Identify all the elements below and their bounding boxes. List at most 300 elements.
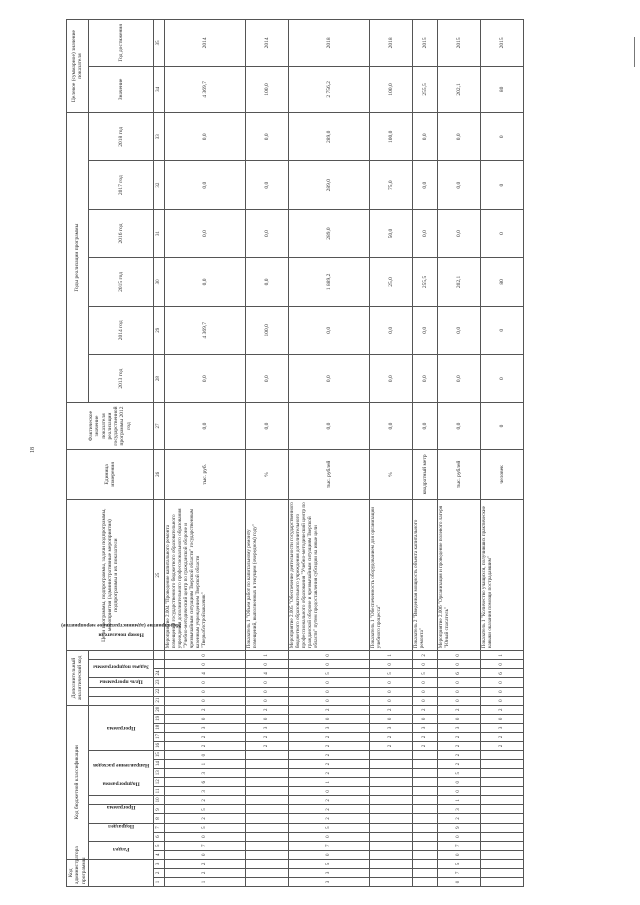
budget-code-cell: [412, 832, 437, 841]
column-number: 27: [153, 403, 164, 449]
budget-code-cell: [369, 796, 412, 805]
y2018-header: 2018 год: [88, 113, 153, 161]
target-value-header: Значение: [88, 66, 153, 112]
y2016-header: 2016 год: [88, 209, 153, 257]
unit-cell: квадратный метр: [412, 449, 437, 499]
admin-code-cell: 2: [164, 868, 245, 877]
value-2013: 0,0: [369, 354, 412, 402]
budget-code-cell: 3: [369, 723, 412, 732]
budget-code-cell: 0: [245, 687, 288, 696]
column-number: 24: [153, 669, 164, 678]
budget-code-cell: 2: [288, 814, 369, 823]
budget-code-cell: 5: [369, 669, 412, 678]
name-cell: Мероприятие 2.006 "Организация и проведение полевого лагеря "Юный спасатель": [437, 500, 480, 651]
target-value-cell: 4 369,7: [164, 66, 245, 112]
budget-code-cell: [369, 805, 412, 814]
column-number: 3: [153, 859, 164, 868]
value-2013: 0: [480, 354, 523, 402]
budget-code-cell: 0: [412, 687, 437, 696]
column-number: [153, 651, 164, 660]
budget-code-cell: 2: [288, 732, 369, 741]
admin-code-cell: 2: [164, 859, 245, 868]
value-2016: 0,0: [437, 209, 480, 257]
budget-code-cell: 2: [164, 814, 245, 823]
admin-code-cell: [245, 868, 288, 877]
budget-code-cell: 0: [437, 678, 480, 687]
name-header: Цели программы, подпрограммы, задачи подпрограммы, мероприятия (административные мероприятия) подпрограммы и их показатели: [67, 500, 154, 651]
fact-cell: 0,0: [369, 403, 412, 449]
budget-code-cell: 5: [288, 823, 369, 832]
value-2016: 289,0: [288, 209, 369, 257]
unit-cell: %: [245, 449, 288, 499]
budget-code-cell: 5: [412, 669, 437, 678]
admin-code-cell: [480, 868, 523, 877]
fact-cell: 0: [480, 403, 523, 449]
budget-code-cell: 3: [412, 723, 437, 732]
y2013-header: 2013 год: [88, 354, 153, 402]
value-2015: 0,0: [245, 258, 288, 306]
budget-code-cell: [412, 778, 437, 787]
value-2015: 255,5: [412, 258, 437, 306]
budget-code-cell: [369, 751, 412, 760]
value-2018: 0,0: [164, 113, 245, 161]
budget-code-cell: 0: [369, 714, 412, 723]
column-number: 4: [153, 850, 164, 859]
budget-code-cell: 3: [164, 787, 245, 796]
budget-code-cell: [369, 760, 412, 769]
budget-code-cell: [369, 832, 412, 841]
name-cell: Показатель 1 "Обеспеченность оборудованием для организации учебного процесса": [369, 500, 412, 651]
column-numbers-row: [153, 20, 164, 887]
budget-code-cell: 7: [164, 841, 245, 850]
fact-header: Фактическое значение показателя реализации государственной программы 2012 год: [67, 403, 154, 449]
value-2014: 4 369,7: [164, 306, 245, 354]
budget-code-cell: 0: [164, 651, 245, 660]
column-number: 15: [153, 751, 164, 760]
value-2014: 0,0: [437, 306, 480, 354]
budget-code-cell: [412, 805, 437, 814]
budget-code-cell: 0: [437, 651, 480, 660]
column-number: 28: [153, 354, 164, 402]
admin-code-cell: 3: [288, 868, 369, 877]
target-value-cell: 80: [480, 66, 523, 112]
budget-code-cell: 0: [245, 660, 288, 669]
column-number: [153, 660, 164, 669]
column-number: 29: [153, 306, 164, 354]
budget-code-cell: 0: [288, 687, 369, 696]
budget-code-cell: [412, 823, 437, 832]
column-number: 14: [153, 760, 164, 769]
budget-code-cell: [412, 850, 437, 859]
value-2016: 50,0: [369, 209, 412, 257]
admin-code-cell: 3: [288, 877, 369, 886]
table-row: [437, 20, 480, 887]
budget-code-cell: 3: [288, 723, 369, 732]
value-2014: 0,0: [412, 306, 437, 354]
column-number: 17: [153, 732, 164, 741]
value-2016: 0,0: [245, 209, 288, 257]
value-2014: 0: [480, 306, 523, 354]
admin-code-cell: [369, 859, 412, 868]
budget-code-cell: [480, 832, 523, 841]
zadacha-header: Задача подпрограммы: [88, 687, 153, 696]
budget-code-cell: 3: [437, 723, 480, 732]
budget-code-cell: 0: [288, 660, 369, 669]
column-number: 6: [153, 832, 164, 841]
budget-code-cell: 0: [288, 787, 369, 796]
value-2016: 0,0: [412, 209, 437, 257]
budget-code-cell: [245, 769, 288, 778]
budget-code-cell: [369, 841, 412, 850]
target-year-cell: 2014: [245, 20, 288, 67]
budget-code-cell: [245, 805, 288, 814]
budget-code-cell: 9: [437, 823, 480, 832]
years-header: Годы реализации программы: [67, 113, 89, 403]
budget-code-cell: [245, 841, 288, 850]
admin-code-cell: [412, 859, 437, 868]
budget-code-cell: [480, 796, 523, 805]
budget-code-cell: 0: [288, 850, 369, 859]
budget-code-cell: 2: [288, 751, 369, 760]
budget-code-cell: 2: [288, 769, 369, 778]
budget-code-cell: 0: [288, 714, 369, 723]
budget-code-cell: 0: [288, 651, 369, 660]
budget-code-cell: [245, 760, 288, 769]
podrazdel-header: Подраздел: [88, 823, 153, 841]
budget-code-cell: 0: [480, 660, 523, 669]
admin-code-cell: [245, 877, 288, 886]
budget-code-cell: [480, 850, 523, 859]
budget-code-cell: [480, 814, 523, 823]
admin-code-header: Код администратора программы: [67, 859, 89, 886]
value-2014: 0,0: [288, 306, 369, 354]
budget-code-cell: 0: [369, 687, 412, 696]
budget-code-cell: 0: [164, 714, 245, 723]
budget-code-cell: 2: [164, 732, 245, 741]
value-2013: 0,0: [245, 354, 288, 402]
podprogramma-header: Подпрограмма: [88, 796, 153, 805]
budget-code-cell: [412, 841, 437, 850]
budget-code-cell: [369, 778, 412, 787]
table-row: [288, 20, 369, 887]
budget-code-cell: [369, 850, 412, 859]
budget-code-cell: 1: [369, 651, 412, 660]
budget-code-cell: [245, 778, 288, 787]
budget-code-cell: [480, 760, 523, 769]
budget-code-cell: 0: [480, 678, 523, 687]
nomer-pokazatelya-header: Номер показателя: [88, 651, 153, 660]
budget-code-cell: 0: [412, 660, 437, 669]
budget-code-cell: 0: [437, 850, 480, 859]
column-number: 9: [153, 805, 164, 814]
admin-code-cell: [369, 868, 412, 877]
budget-code-cell: 1: [437, 796, 480, 805]
value-2015: 202,1: [437, 258, 480, 306]
budget-code-cell: 0: [480, 687, 523, 696]
budget-code-cell: 2: [437, 741, 480, 750]
budget-code-cell: 0: [437, 832, 480, 841]
target-year-cell: 2015: [437, 20, 480, 67]
value-2016: 0: [480, 209, 523, 257]
budget-code-cell: 2: [369, 741, 412, 750]
budget-code-cell: [369, 814, 412, 823]
value-2018: 289,0: [288, 113, 369, 161]
column-number: 13: [153, 769, 164, 778]
budget-code-cell: 2: [480, 741, 523, 750]
unit-cell: тыс. рублей: [437, 449, 480, 499]
budget-code-cell: 2: [412, 651, 437, 660]
admin-code-cell: [245, 859, 288, 868]
budget-code-cell: 7: [437, 841, 480, 850]
budget-code-cell: 5: [437, 769, 480, 778]
admin-sub: [88, 859, 153, 886]
target-value-cell: 2 756,2: [288, 66, 369, 112]
admin-code-cell: 1: [164, 877, 245, 886]
value-2017: 289,0: [288, 161, 369, 209]
target-value-cell: 100,0: [369, 66, 412, 112]
napravlenie-header: Направление расходов: [88, 751, 153, 796]
fact-cell: 0,0: [412, 403, 437, 449]
budget-code-cell: 0: [437, 787, 480, 796]
value-2018: 0: [480, 113, 523, 161]
value-2017: 0,0: [245, 161, 288, 209]
budget-code-cell: 2: [164, 796, 245, 805]
value-2014: 0,0: [369, 306, 412, 354]
budget-code-cell: [369, 787, 412, 796]
budget-code-cell: [245, 850, 288, 859]
budget-code-header: Код бюджетной классификации: [67, 705, 89, 859]
budget-code-cell: 0: [480, 714, 523, 723]
dop-code-header: Дополнительный аналитический код: [67, 651, 89, 705]
value-2015: 0,0: [164, 258, 245, 306]
name-cell: Мероприятие 2.004 "Проведение капитального ремонта помещений государственного бюджетного образовательного учреждения дополнительного профессионального образования "Учебно-методический центр по гражданской обороне и чрезвычайным ситуациям Тверской области" государственным казенным учреждением Тверской области "Тверьоблстройзаказчик": [164, 500, 245, 651]
target-header: Целевое (суммарное) значение показателя: [67, 20, 89, 113]
budget-code-cell: 0: [437, 687, 480, 696]
fact-cell: 0,0: [245, 403, 288, 449]
budget-code-cell: 0: [437, 696, 480, 705]
tsel-header: Цель программы: [88, 696, 153, 705]
budget-code-cell: [245, 751, 288, 760]
table-row: [480, 20, 523, 887]
budget-code-cell: [480, 751, 523, 760]
budget-code-cell: 3: [245, 723, 288, 732]
budget-code-cell: [245, 787, 288, 796]
admin-code-cell: [480, 877, 523, 886]
name-cell: Показатель 2 "Введенная мощность объекта капитального ремонта": [412, 500, 437, 651]
value-2016: 0,0: [164, 209, 245, 257]
budget-code-cell: [412, 814, 437, 823]
budget-code-cell: 0: [437, 778, 480, 787]
budget-code-cell: [245, 832, 288, 841]
column-number: 1: [153, 877, 164, 886]
budget-code-cell: 0: [412, 696, 437, 705]
column-number: 25: [153, 500, 164, 651]
column-number: 10: [153, 796, 164, 805]
budget-code-cell: 2: [245, 741, 288, 750]
budget-code-cell: 0: [245, 714, 288, 723]
budget-code-cell: 2: [288, 805, 369, 814]
budget-code-cell: 2: [437, 751, 480, 760]
name-cell: Показатель 1 "Количество учащихся, получивших практические навыки оказания помощи пострадавшим": [480, 500, 523, 651]
value-2018: 0,0: [245, 113, 288, 161]
budget-code-cell: 2: [412, 741, 437, 750]
value-2014: 100,0: [245, 306, 288, 354]
budget-code-cell: 0: [164, 832, 245, 841]
value-2015: 25,0: [369, 258, 412, 306]
budget-code-cell: [412, 760, 437, 769]
budget-code-cell: 2: [369, 705, 412, 714]
unit-cell: тыс. рублей: [288, 449, 369, 499]
column-number: 7: [153, 823, 164, 832]
name-cell: Мероприятие 2.005 "Обеспечение деятельности государственного бюджетного образовательного учреждения дополнительного профессионального образования "Учебно-методический центр по гражданской обороне и чрезвычайным ситуациям Тверской области" путем предоставления субсидии на иные цели: [288, 500, 369, 651]
column-number: 22: [153, 687, 164, 696]
budget-code-cell: 0: [480, 696, 523, 705]
budget-code-cell: 0: [245, 678, 288, 687]
target-value-cell: 100,0: [245, 66, 288, 112]
column-number: 11: [153, 787, 164, 796]
budget-code-cell: 0: [288, 832, 369, 841]
fact-cell: 0,0: [288, 403, 369, 449]
admin-code-cell: [412, 868, 437, 877]
column-number: 19: [153, 714, 164, 723]
budget-code-cell: [245, 814, 288, 823]
page-number: 18: [30, 447, 36, 453]
budget-code-cell: 3: [437, 805, 480, 814]
fact-cell: 0,0: [437, 403, 480, 449]
budget-code-cell: 2: [412, 705, 437, 714]
budget-code-cell: 5: [164, 823, 245, 832]
budget-code-cell: 0: [164, 687, 245, 696]
budget-code-cell: 0: [164, 660, 245, 669]
column-number: 8: [153, 814, 164, 823]
budget-code-cell: 6: [437, 669, 480, 678]
budget-code-cell: [480, 841, 523, 850]
fact-cell: 0,0: [164, 403, 245, 449]
value-2015: 80: [480, 258, 523, 306]
column-number: 33: [153, 113, 164, 161]
column-number: 20: [153, 705, 164, 714]
budget-code-cell: 0: [164, 850, 245, 859]
budget-code-cell: [245, 823, 288, 832]
value-2018: 100,0: [369, 113, 412, 161]
column-number: 12: [153, 778, 164, 787]
column-number: 5: [153, 841, 164, 850]
budget-code-cell: 0: [437, 660, 480, 669]
value-2018: 0,0: [412, 113, 437, 161]
budget-code-cell: [480, 823, 523, 832]
y2015-header: 2015 год: [88, 258, 153, 306]
budget-code-cell: 0: [164, 678, 245, 687]
budget-code-cell: 6: [164, 778, 245, 787]
target-value-cell: 202,1: [437, 66, 480, 112]
value-2013: 0,0: [288, 354, 369, 402]
budget-code-cell: 0: [437, 714, 480, 723]
budget-code-cell: [412, 787, 437, 796]
budget-code-cell: 2: [480, 732, 523, 741]
budget-code-cell: 1: [288, 778, 369, 787]
budget-code-cell: 6: [480, 669, 523, 678]
budget-code-cell: 4: [164, 669, 245, 678]
admin-code-cell: 5: [437, 859, 480, 868]
budget-code-cell: 2: [437, 705, 480, 714]
budget-code-cell: [480, 805, 523, 814]
budget-code-cell: 0: [164, 751, 245, 760]
budget-code-cell: [480, 787, 523, 796]
budget-code-cell: [369, 823, 412, 832]
column-number: 16: [153, 741, 164, 750]
budget-code-cell: 2: [480, 705, 523, 714]
table-row: [164, 20, 245, 887]
value-2018: 0,0: [437, 113, 480, 161]
budget-code-cell: 2: [164, 705, 245, 714]
budget-code-cell: 1: [164, 760, 245, 769]
target-year-header: Год достижения: [88, 20, 153, 67]
table-row: [412, 20, 437, 887]
y2017-header: 2017 год: [88, 161, 153, 209]
admin-code-cell: [369, 877, 412, 886]
value-2013: 0,0: [164, 354, 245, 402]
budget-code-cell: 0: [369, 678, 412, 687]
column-number: 2: [153, 868, 164, 877]
column-number: 34: [153, 66, 164, 112]
budget-code-cell: 1: [245, 651, 288, 660]
razdel-header: Раздел: [88, 841, 153, 859]
budget-code-cell: 0: [412, 714, 437, 723]
budget-code-cell: 0: [369, 660, 412, 669]
budget-code-cell: [369, 769, 412, 778]
meropriyatie-header: Мероприятие (административное мероприятие): [88, 678, 153, 687]
unit-cell: %: [369, 449, 412, 499]
column-number: 35: [153, 20, 164, 67]
column-number: 18: [153, 723, 164, 732]
value-2017: 0,0: [437, 161, 480, 209]
budget-code-cell: 1: [480, 651, 523, 660]
program-table: [60, 19, 524, 887]
budget-code-cell: 3: [164, 769, 245, 778]
table-row: [369, 20, 412, 887]
value-2017: 0,0: [164, 161, 245, 209]
budget-code-cell: [412, 769, 437, 778]
budget-code-cell: 2: [288, 796, 369, 805]
value-2013: 0,0: [437, 354, 480, 402]
budget-code-cell: 0: [288, 678, 369, 687]
program-code-header: Программа: [88, 705, 153, 750]
budget-code-cell: [245, 796, 288, 805]
budget-code-cell: [412, 751, 437, 760]
admin-code-cell: 7: [437, 868, 480, 877]
budget-code-cell: 3: [480, 723, 523, 732]
programma-header: Программа: [88, 805, 153, 823]
column-number: 32: [153, 161, 164, 209]
column-number: 21: [153, 696, 164, 705]
unit-cell: человек: [480, 449, 523, 499]
budget-code-cell: 2: [437, 814, 480, 823]
budget-code-cell: [480, 769, 523, 778]
budget-code-cell: 7: [288, 841, 369, 850]
column-number: 23: [153, 678, 164, 687]
budget-code-cell: 4: [245, 669, 288, 678]
value-2013: 0,0: [412, 354, 437, 402]
budget-code-cell: 2: [245, 705, 288, 714]
target-year-cell: 2015: [412, 20, 437, 67]
admin-code-cell: 5: [288, 859, 369, 868]
budget-code-cell: 0: [288, 696, 369, 705]
value-2017: 0: [480, 161, 523, 209]
admin-code-cell: [412, 877, 437, 886]
budget-code-cell: 2: [164, 741, 245, 750]
budget-code-cell: [480, 778, 523, 787]
table-row: [245, 20, 288, 887]
